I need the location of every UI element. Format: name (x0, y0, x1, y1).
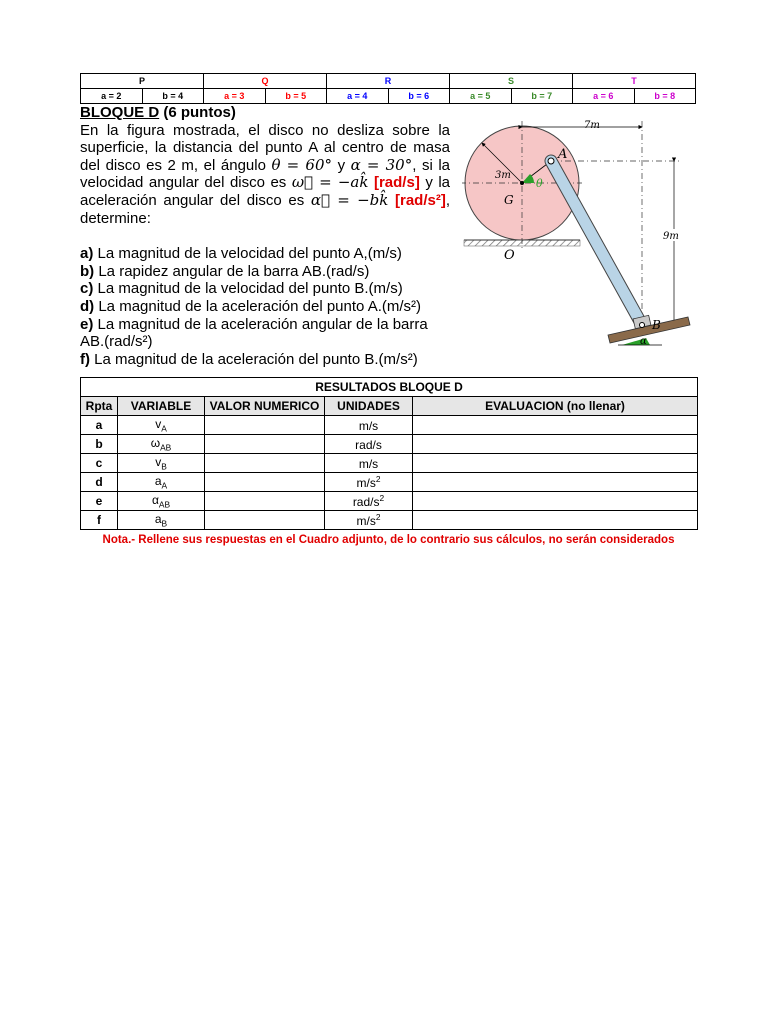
row-unit (325, 492, 413, 511)
answer-value-cell[interactable] (205, 473, 325, 492)
values-table-values-row (81, 89, 696, 104)
variable-symbol: a (154, 511, 162, 526)
variable-subscript: B (161, 461, 167, 472)
row-variable (118, 492, 205, 511)
group-s-a: a = 5 (450, 89, 512, 104)
question-text: La magnitud de la velocidad del punto A,(m/s) (97, 245, 402, 263)
pin-b (640, 323, 645, 328)
row-rpta: e (81, 492, 118, 511)
table-row (81, 492, 698, 511)
point-a-label: A (558, 147, 568, 162)
row-variable (118, 454, 205, 473)
problem-statement (80, 122, 450, 228)
variable-subscript: A (161, 480, 168, 491)
statement-and: y (337, 156, 346, 174)
question-text: La magnitud de la aceleración del punto B.(m/s²) (94, 350, 418, 368)
group-p-b: b = 4 (142, 89, 204, 104)
row-rpta: c (81, 454, 118, 473)
dimension-9m-label: 9m (663, 231, 679, 242)
group-r-b: b = 6 (388, 89, 450, 104)
row-unit (325, 473, 413, 492)
point-b-label: B (652, 318, 661, 332)
group-p-header: P (81, 74, 204, 89)
question-label: d) (80, 297, 95, 315)
unit-text: m/s (356, 514, 376, 528)
group-q-b: b = 5 (265, 89, 327, 104)
point-o-label: O (504, 248, 515, 263)
variable-subscript: AB (160, 442, 172, 453)
question-text: La rapidez angular de la barra AB.(rad/s) (98, 262, 370, 280)
group-s-b: b = 7 (511, 89, 573, 104)
question-item (80, 316, 450, 351)
footnote: Nota.- Rellene sus respuestas en el Cuadro adjunto, de lo contrario sus cálculos, no serán considerados (102, 534, 675, 546)
question-label: e) (80, 315, 94, 333)
row-unit (325, 435, 413, 454)
group-p-a: a = 2 (81, 89, 143, 104)
question-list (80, 245, 450, 368)
block-title (80, 104, 450, 122)
omega-unit: [rad/s] (373, 174, 420, 192)
group-s-header: S (450, 74, 573, 89)
results-title: RESULTADOS BLOQUE D (81, 378, 698, 397)
evaluation-cell (413, 511, 698, 530)
variable-symbol: α (151, 492, 159, 507)
variable-subscript: AB (158, 499, 171, 510)
row-rpta: d (81, 473, 118, 492)
center-g-dot (520, 181, 524, 185)
group-t-a: a = 6 (573, 89, 635, 104)
evaluation-cell (413, 473, 698, 492)
variable-subscript: B (161, 518, 168, 529)
variable-symbol: v (155, 454, 162, 469)
row-unit (325, 511, 413, 530)
row-variable (118, 473, 205, 492)
row-unit (325, 454, 413, 473)
omega-equation: ω⃗ = −ak̂ (291, 173, 369, 192)
alpha-label: α (640, 336, 647, 347)
evaluation-cell (413, 416, 698, 435)
question-label: a) (80, 245, 94, 263)
question-item (80, 298, 450, 316)
evaluation-cell (413, 492, 698, 511)
question-text: La magnitud de la aceleración angular de la barra AB.(rad/s²) (80, 315, 428, 351)
question-item (80, 351, 450, 369)
question-item (80, 245, 450, 263)
question-item (80, 263, 450, 281)
pin-a (548, 158, 554, 164)
mechanism-figure (462, 117, 698, 357)
values-table (80, 73, 696, 104)
row-variable (118, 511, 205, 530)
variable-subscript: A (161, 423, 167, 434)
results-title-row (81, 378, 698, 397)
radius-label: 3m (495, 170, 511, 181)
block-title-name: BLOQUE D (80, 104, 160, 121)
group-q-header: Q (204, 74, 327, 89)
header-evaluacion: EVALUACION (no llenar) (413, 397, 698, 416)
unit-superscript: 2 (375, 512, 381, 522)
table-row (81, 454, 698, 473)
row-rpta: b (81, 435, 118, 454)
statement-intro3: y la aceleración angular del disco es (80, 174, 451, 209)
variable-symbol: a (154, 473, 162, 488)
question-text: La magnitud de la velocidad del punto B.(m/s) (97, 280, 403, 298)
alpha-equation: α = 30° (350, 155, 413, 174)
variable-symbol: v (155, 416, 162, 431)
alpha-unit: [rad/s²] (394, 191, 446, 209)
row-unit (325, 416, 413, 435)
group-t-b: b = 8 (634, 89, 696, 104)
question-item (80, 280, 450, 298)
question-label: c) (80, 280, 94, 298)
question-text: La magnitud de la aceleración del punto A.(m/s²) (98, 297, 422, 315)
statement-intro4: , determine: (80, 191, 450, 227)
unit-text: m/s (358, 419, 379, 433)
variable-symbol: ω (150, 435, 161, 450)
row-rpta: a (81, 416, 118, 435)
table-row (81, 473, 698, 492)
group-t-header: T (573, 74, 696, 89)
header-unidades: UNIDADES (325, 397, 413, 416)
group-q-a: a = 3 (204, 89, 266, 104)
header-rpta: Rpta (81, 397, 118, 416)
row-rpta: f (81, 511, 118, 530)
table-row (81, 416, 698, 435)
answer-value-cell[interactable] (205, 454, 325, 473)
problem-block (80, 104, 450, 368)
point-g-label: G (504, 193, 514, 207)
unit-superscript: 2 (375, 474, 381, 484)
results-table (80, 377, 698, 530)
table-row (81, 511, 698, 530)
question-label: f) (80, 350, 90, 368)
row-variable (118, 435, 205, 454)
answer-value-cell[interactable] (205, 511, 325, 530)
unit-text: rad/s (352, 495, 380, 509)
evaluation-cell (413, 435, 698, 454)
answer-value-cell[interactable] (205, 416, 325, 435)
header-valor-numerico: VALOR NUMERICO (205, 397, 325, 416)
unit-superscript: 2 (379, 493, 385, 503)
table-row (81, 435, 698, 454)
results-header-row (81, 397, 698, 416)
answer-value-cell[interactable] (205, 435, 325, 454)
statement-intro: En la figura mostrada, el disco no desliza sobre la superficie, la distancia del punto A al centro de masa del disco es 2 m, el ángulo (80, 121, 450, 174)
dimension-7m-label: 7m (584, 120, 600, 131)
block-title-points: (6 puntos) (163, 104, 236, 121)
row-variable (118, 416, 205, 435)
alpha-vector-equation: α⃗ = −bk̂ (310, 190, 389, 209)
theta-equation: θ = 60° (271, 155, 332, 174)
answer-value-cell[interactable] (205, 492, 325, 511)
question-label: b) (80, 262, 95, 280)
group-r-header: R (327, 74, 450, 89)
evaluation-cell (413, 454, 698, 473)
statement-intro2: , si la velocidad angular del disco es (80, 156, 451, 192)
header-variable: VARIABLE (118, 397, 205, 416)
values-table-header-row (81, 74, 696, 89)
group-r-a: a = 4 (327, 89, 389, 104)
unit-text: m/s (358, 457, 379, 471)
unit-text: rad/s (355, 438, 382, 452)
theta-label: θ (536, 177, 543, 190)
unit-text: m/s (356, 476, 376, 490)
